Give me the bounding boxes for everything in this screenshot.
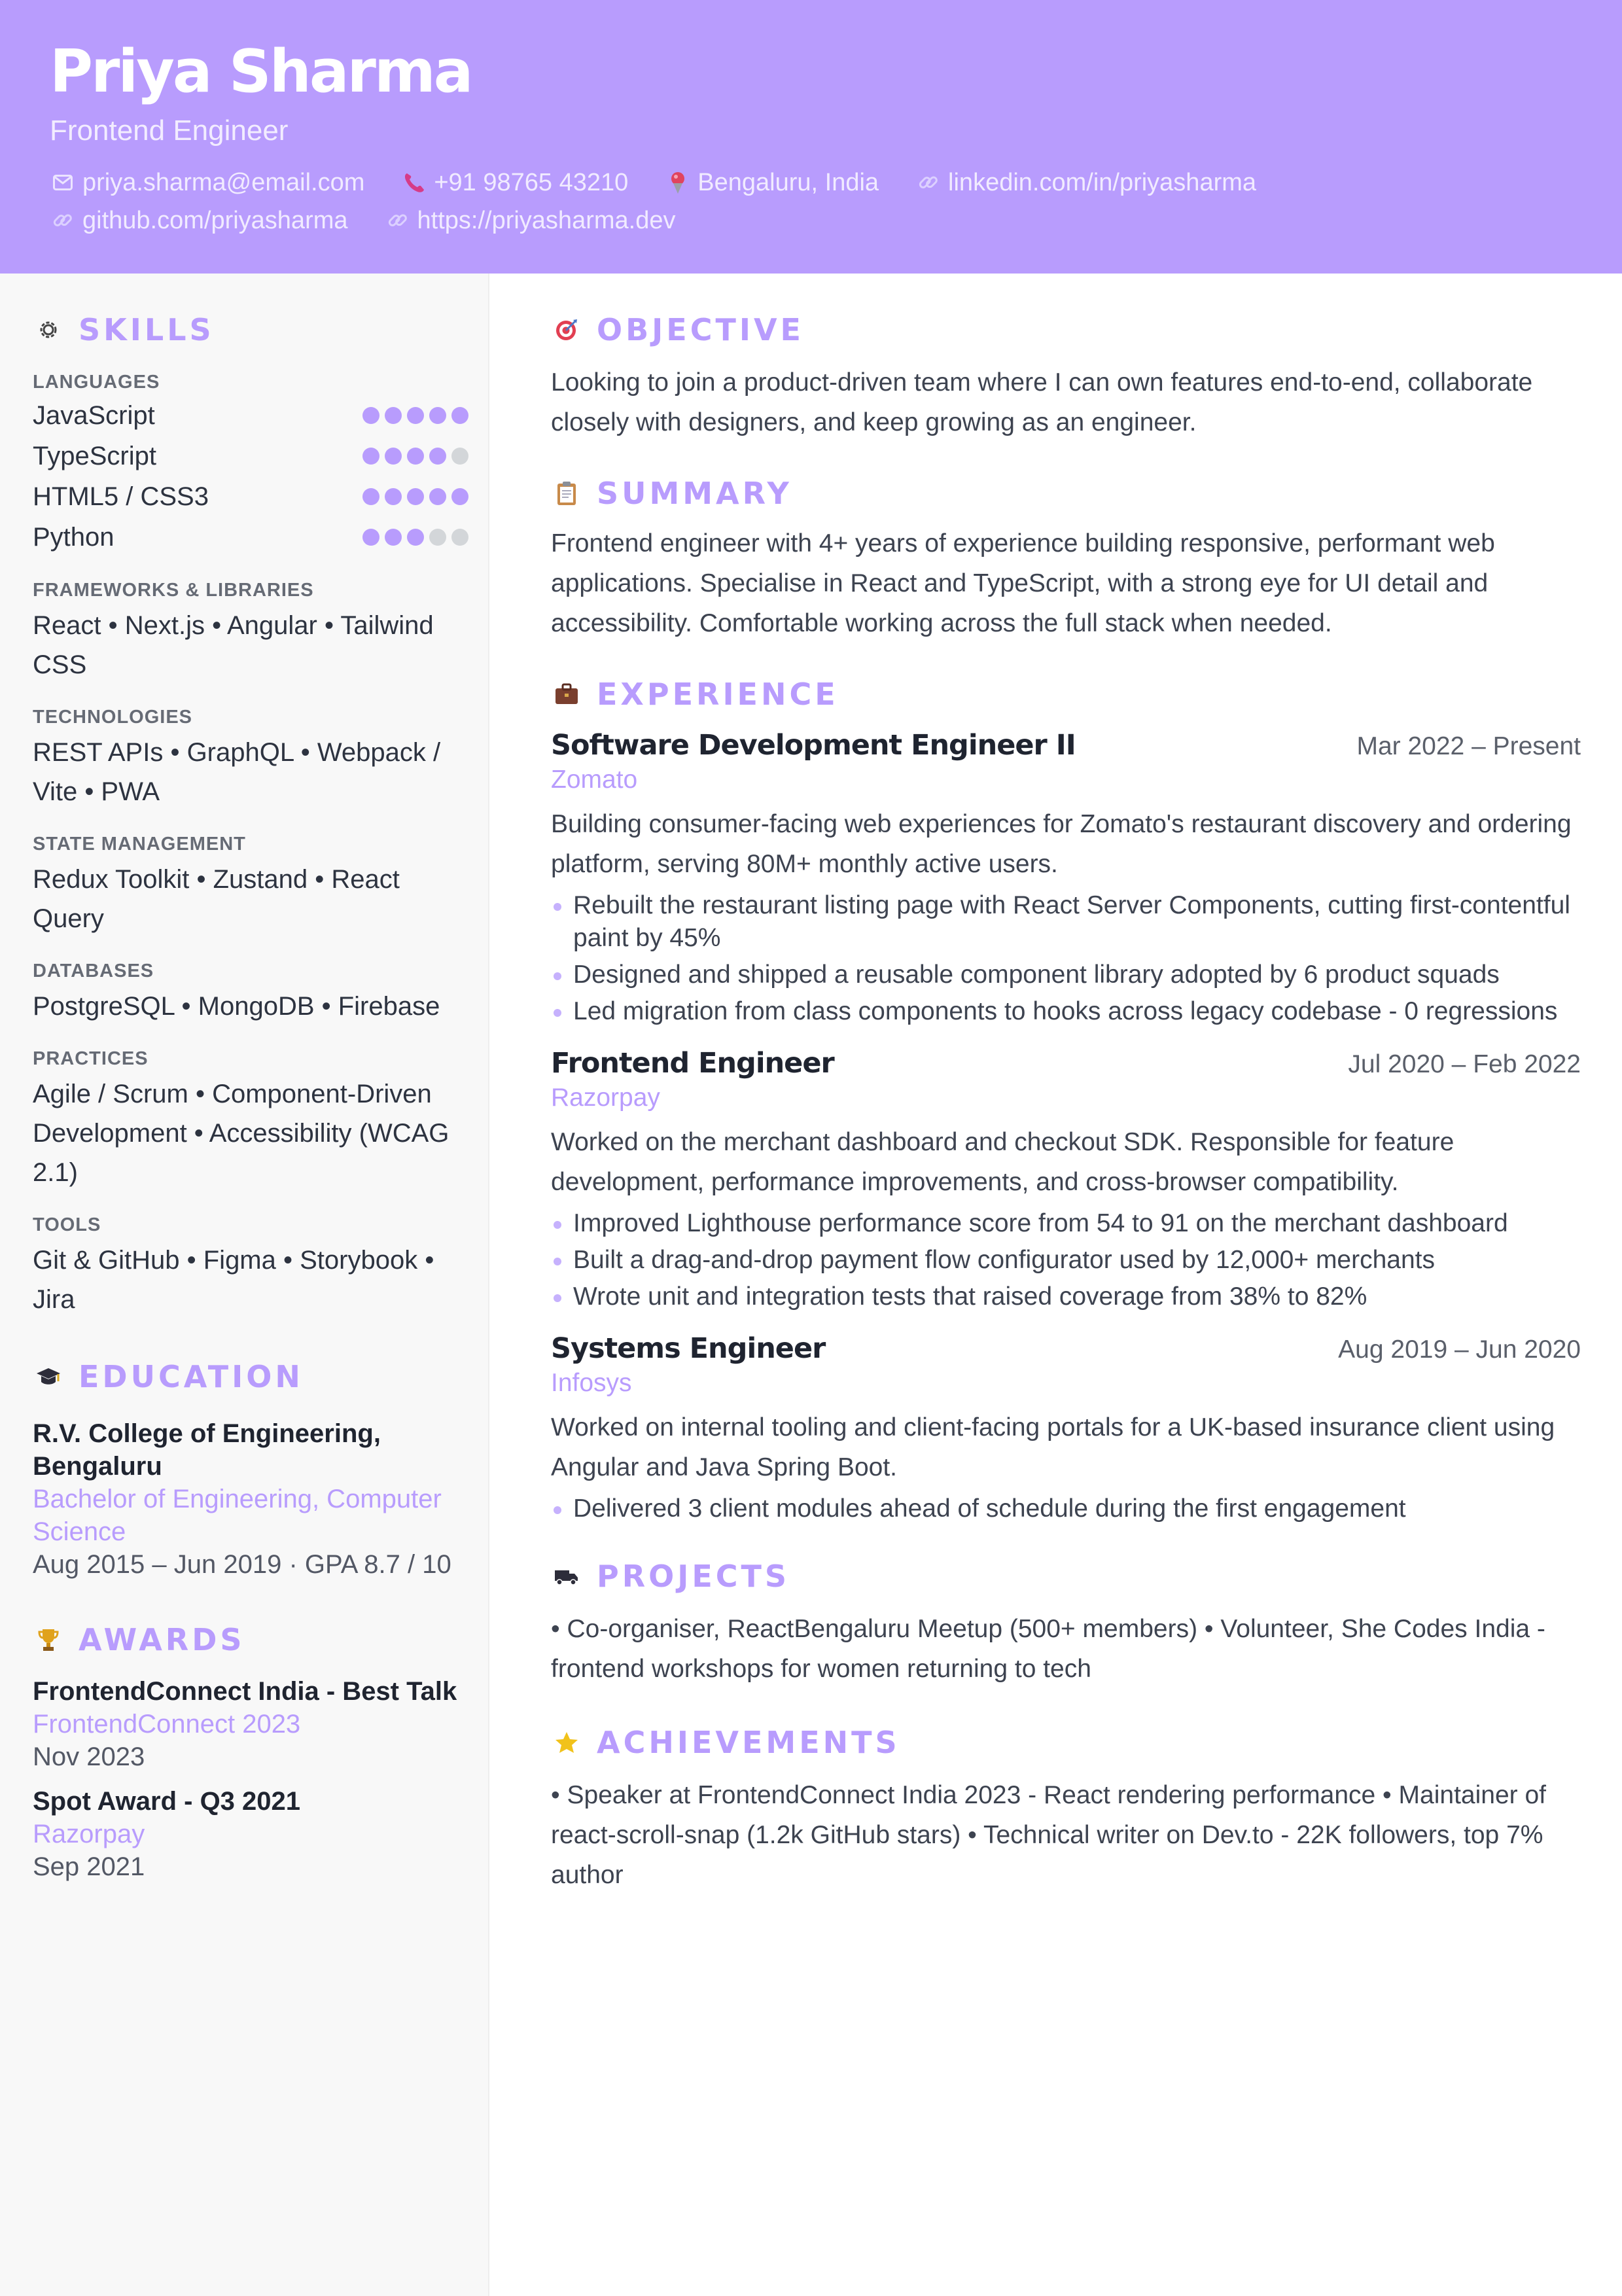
skill-group-text: Git & GitHub • Figma • Storybook • Jira [33, 1246, 434, 1314]
skill-dot-filled [385, 529, 402, 546]
achievements-text: • Speaker at FrontendConnect India 2023 - React rendering performance • Maintainer of react-scroll-snap (1.2k GitHub stars) • Technical writer on Dev.to - 22K followers, top 7% author [551, 1781, 1546, 1889]
skill-dot-filled [407, 407, 424, 424]
summary-heading [551, 474, 1581, 513]
skill-group-text: Agile / Scrum • Component-Driven Development • Accessibility (WCAG 2.1) [33, 1080, 450, 1187]
experience-title: EXPERIENCE [597, 677, 839, 712]
link-icon [50, 207, 76, 234]
job-entry [551, 1045, 1581, 1313]
award-item [33, 1675, 468, 1773]
award-date: Nov 2023 [33, 1742, 145, 1771]
job-description: Worked on the merchant dashboard and checkout SDK. Responsible for feature development, performance improvements, and cross-browser compatibility. [551, 1128, 1455, 1196]
skill-dot-empty [429, 529, 446, 546]
job-bullet: Improved Lighthouse performance score from 54 to 91 on the merchant dashboard [551, 1207, 1581, 1240]
skill-dot-filled [407, 529, 424, 546]
skill-group-label: TECHNOLOGIES [33, 707, 193, 728]
job-company: Infosys [551, 1369, 632, 1397]
job-bullet: Designed and shipped a reusable component library adopted by 6 product squads [551, 959, 1581, 991]
award-date: Sep 2021 [33, 1852, 145, 1881]
skill-group-text: REST APIs • GraphQL • Webpack / Vite • PWA [33, 738, 441, 806]
job-description: Building consumer-facing web experiences for Zomato's restaurant discovery and ordering platform, serving 80M+ monthly active users. [551, 810, 1572, 878]
skill-group-label: FRAMEWORKS & LIBRARIES [33, 580, 314, 601]
contact-phone-text: +91 98765 43210 [434, 169, 629, 196]
objective-heading [551, 310, 1581, 349]
star-icon [551, 1727, 582, 1758]
contact-github[interactable] [50, 205, 348, 236]
projects-title: PROJECTS [597, 1559, 790, 1594]
experience-heading [551, 675, 1581, 714]
phone-icon [401, 169, 427, 196]
job-bullet: Delivered 3 client modules ahead of schedule during the first engagement [551, 1492, 1581, 1525]
skills-title: SKILLS [79, 312, 215, 347]
projects-text: • Co-organiser, ReactBengaluru Meetup (500+ members) • Volunteer, She Codes India - frontend workshops for women returning to tech [551, 1615, 1545, 1683]
job-company: Razorpay [551, 1084, 660, 1112]
job-bullet: Rebuilt the restaurant listing page with React Server Components, cutting first-contentful paint by 45% [551, 889, 1581, 955]
education-meta: Aug 2015 – Jun 2019 · GPA 8.7 / 10 [33, 1550, 451, 1579]
job-bullets [551, 889, 1581, 1028]
truck-icon [551, 1561, 582, 1592]
language-list [33, 395, 468, 557]
trophy-icon [33, 1624, 64, 1655]
language-name: Python [33, 522, 115, 552]
skill-group-label: PRACTICES [33, 1048, 149, 1069]
contact-phone[interactable] [401, 168, 628, 198]
job-date: Aug 2019 – Jun 2020 [1338, 1335, 1581, 1364]
skill-level-dots [362, 448, 468, 465]
award-org: Razorpay [33, 1820, 145, 1848]
contact-email[interactable] [50, 168, 364, 198]
skill-dot-filled [385, 407, 402, 424]
education-title: EDUCATION [79, 1359, 304, 1394]
award-org: FrontendConnect 2023 [33, 1710, 301, 1739]
gear-icon [33, 314, 64, 345]
skill-dot-filled [407, 488, 424, 505]
skill-dot-filled [407, 448, 424, 465]
sidebar [0, 274, 489, 2296]
job-bullet: Built a drag-and-drop payment flow configurator used by 12,000+ merchants [551, 1244, 1581, 1277]
job-bullet: Wrote unit and integration tests that raised coverage from 38% to 82% [551, 1280, 1581, 1313]
skill-dot-empty [451, 448, 468, 465]
skill-dot-filled [362, 407, 379, 424]
job-entry [551, 727, 1581, 1028]
awards-title: AWARDS [79, 1622, 245, 1657]
contact-github-text: github.com/priyasharma [82, 207, 348, 234]
contact-email-text: priya.sharma@email.com [82, 169, 365, 196]
clipboard-icon [551, 478, 582, 509]
skill-level-dots [362, 407, 468, 424]
language-name: HTML5 / CSS3 [33, 482, 209, 511]
contact-linkedin[interactable] [915, 168, 1256, 198]
skill-dot-filled [451, 488, 468, 505]
summary-title: SUMMARY [597, 476, 792, 511]
job-entry [551, 1330, 1581, 1525]
job-description: Worked on internal tooling and client-facing portals for a UK-based insurance client using Angular and Java Spring Boot. [551, 1413, 1555, 1481]
language-item [33, 517, 468, 557]
job-title: Software Development Engineer II [551, 729, 1076, 762]
contact-location-text: Bengaluru, India [697, 169, 879, 196]
job-bullet: Led migration from class components to hooks across legacy codebase - 0 regressions [551, 995, 1581, 1028]
summary-text: Frontend engineer with 4+ years of experience building responsive, performant web applications. Specialise in React and TypeScript, with a strong eye for UI detail and accessibility. Comfortable working across the full stack when needed. [551, 529, 1495, 637]
award-title: Spot Award - Q3 2021 [33, 1787, 301, 1816]
candidate-role: Frontend Engineer [50, 115, 289, 147]
education-school: R.V. College of Engineering, Bengaluru [33, 1419, 381, 1481]
skill-level-dots [362, 488, 468, 505]
language-name: TypeScript [33, 441, 156, 470]
contact-location [665, 168, 879, 198]
contact-list [50, 168, 1555, 236]
projects-heading [551, 1557, 1581, 1596]
job-bullets [551, 1207, 1581, 1313]
job-company: Zomato [551, 766, 638, 794]
job-date: Jul 2020 – Feb 2022 [1348, 1050, 1581, 1078]
skill-dot-empty [451, 529, 468, 546]
job-bullets [551, 1492, 1581, 1525]
education-entry [33, 1417, 468, 1581]
awards-heading [33, 1620, 468, 1659]
language-item [33, 436, 468, 476]
skills-languages-label: LANGUAGES [33, 372, 160, 393]
skill-dot-filled [429, 407, 446, 424]
skill-group-text: Redux Toolkit • Zustand • React Query [33, 865, 400, 933]
job-title: Systems Engineer [551, 1332, 826, 1365]
resume-header [0, 0, 1622, 274]
education-heading [33, 1357, 468, 1396]
mail-icon [50, 169, 76, 196]
skill-group-text: React • Next.js • Angular • Tailwind CSS [33, 611, 434, 679]
language-item [33, 476, 468, 517]
candidate-name: Priya Sharma [50, 37, 472, 106]
job-title: Frontend Engineer [551, 1047, 834, 1080]
link-icon [385, 207, 411, 234]
skill-dot-filled [451, 407, 468, 424]
skill-group-label: TOOLS [33, 1214, 101, 1235]
skill-dot-filled [362, 488, 379, 505]
main-content [508, 274, 1622, 2296]
briefcase-icon [551, 679, 582, 710]
language-name: JavaScript [33, 400, 155, 430]
award-title: FrontendConnect India - Best Talk [33, 1677, 457, 1706]
contact-linkedin-text: linkedin.com/in/priyasharma [948, 169, 1257, 196]
skill-dot-filled [385, 488, 402, 505]
skill-group-label: STATE MANAGEMENT [33, 834, 246, 855]
skill-group-text: PostgreSQL • MongoDB • Firebase [33, 992, 440, 1021]
target-icon [551, 314, 582, 345]
skill-dot-filled [385, 448, 402, 465]
graduation-cap-icon [33, 1361, 64, 1392]
skill-level-dots [362, 529, 468, 546]
skills-heading [33, 310, 468, 349]
language-item [33, 395, 468, 436]
location-pin-icon [665, 169, 691, 196]
skill-group-label: DATABASES [33, 961, 154, 981]
job-date: Mar 2022 – Present [1356, 732, 1581, 760]
skill-dot-filled [429, 488, 446, 505]
education-degree: Bachelor of Engineering, Computer Science [33, 1485, 442, 1546]
skill-dot-filled [362, 448, 379, 465]
objective-text: Looking to join a product-driven team where I can own features end-to-end, collaborate closely with designers, and keep growing as an engineer. [551, 368, 1533, 436]
contact-website[interactable] [385, 205, 676, 236]
skill-dot-filled [362, 529, 379, 546]
achievements-heading [551, 1723, 1581, 1762]
contact-website-text: https://priyasharma.dev [417, 207, 676, 234]
objective-title: OBJECTIVE [597, 312, 804, 347]
award-item [33, 1785, 468, 1883]
link-icon [915, 169, 942, 196]
skill-dot-filled [429, 448, 446, 465]
achievements-title: ACHIEVEMENTS [597, 1725, 900, 1760]
